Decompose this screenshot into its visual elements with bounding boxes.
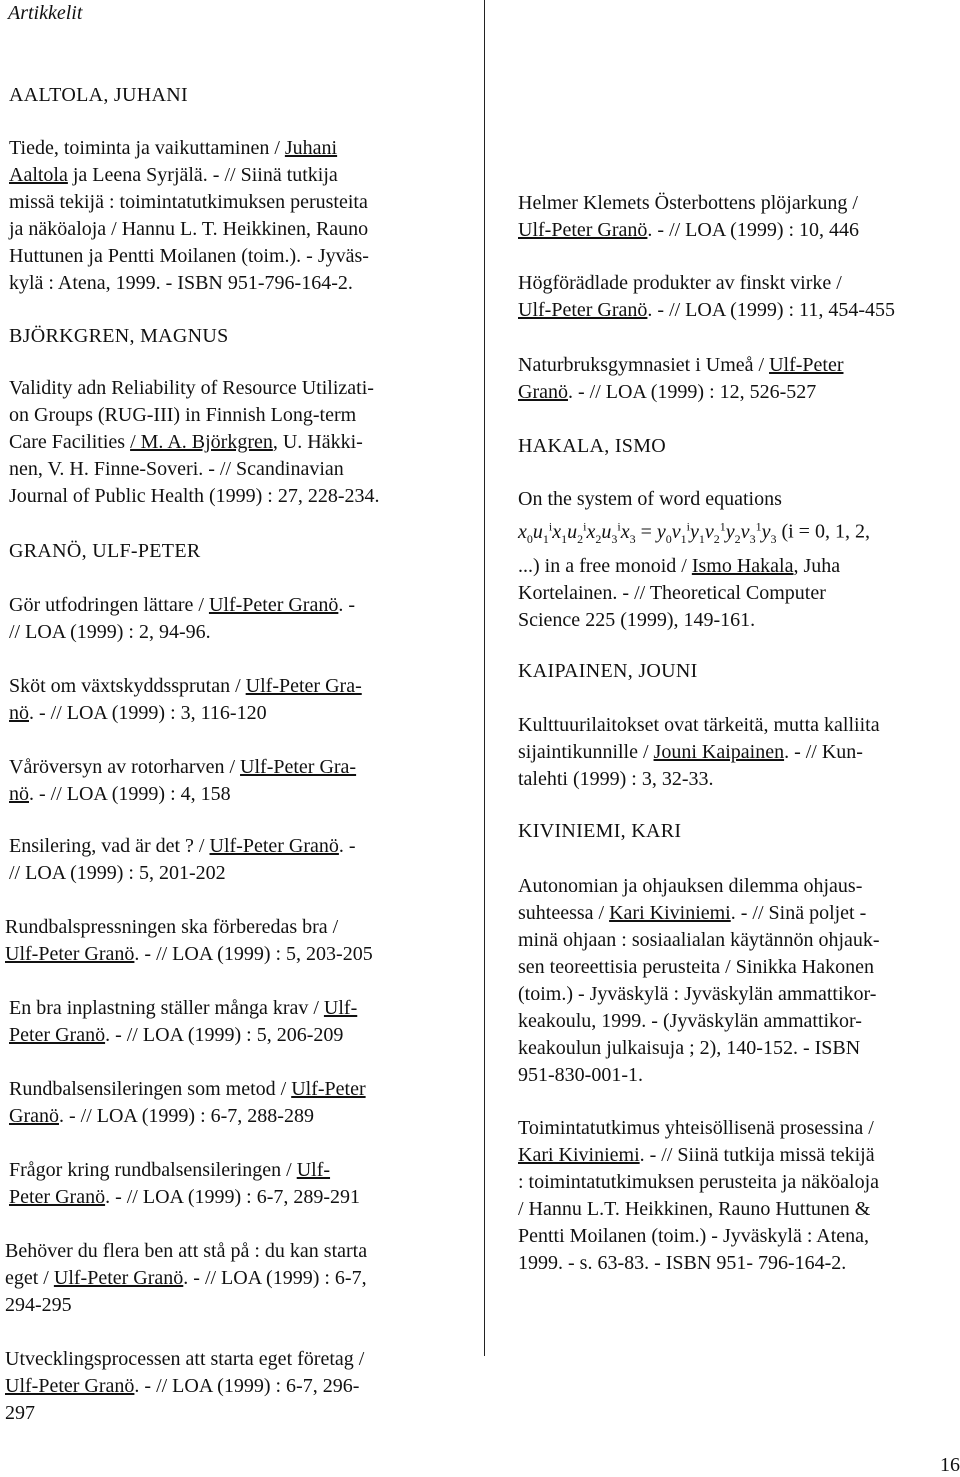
author-link[interactable]: Juhani bbox=[284, 137, 338, 159]
entry-grano-2: Sköt om växtskyddssprutan / Ulf-Peter Gra- nö. - // LOA (1999) : 3, 116-120 bbox=[9, 675, 362, 724]
entry-bjorkgren-1: Validity adn Reliability of Resource Utilizati- on Groups (RUG-III) in Finnish Long-term Care Facilities / M. A. Björkgren, U. Häkki- nen, V. H. Finne-Soveri. - // Scandinavian Journal of Public Health (1999) : 27, 228-234. bbox=[9, 377, 380, 507]
author-link[interactable]: Peter Granö bbox=[9, 1186, 106, 1208]
author-link[interactable]: nö bbox=[9, 702, 29, 724]
page-number: 16 bbox=[940, 1454, 960, 1476]
author-link[interactable]: Aaltola bbox=[9, 164, 68, 186]
author-link[interactable]: Kari Kiviniemi bbox=[609, 902, 731, 924]
entry-grano-5: Rundbalspressningen ska förberedas bra / Ulf-Peter Granö. - // LOA (1999) : 5, 203-205 bbox=[5, 916, 373, 965]
author-link[interactable]: Ulf-Peter Granö bbox=[208, 594, 339, 616]
author-link[interactable]: Ulf-Peter Gra- bbox=[240, 756, 357, 778]
entry-grano-10: Utvecklingsprocessen att starta eget företag / Ulf-Peter Granö. - // LOA (1999) : 6-7, 296- 297 bbox=[5, 1348, 365, 1424]
entry-grano-7: Rundbalsensileringen som metod / Ulf-Peter Granö. - // LOA (1999) : 6-7, 288-289 bbox=[9, 1078, 366, 1127]
word-equation: $x_0u_1^ix_1u_2^ix_2u_3^ix_3 = y_0v_1^iy_1v_2^1y_2v_3^1y_3$ bbox=[518, 519, 777, 546]
author-heading-grano: GRANÖ, ULF-PETER bbox=[9, 540, 201, 562]
entry-grano-6: En bra inplastning ställer många krav / Ulf- Peter Granö. - // LOA (1999) : 5, 206-209 bbox=[9, 997, 358, 1046]
entry-grano-8: Frågor kring rundbalsensileringen / Ulf- Peter Granö. - // LOA (1999) : 6-7, 289-291 bbox=[9, 1159, 361, 1208]
author-link[interactable]: Ulf-Peter Granö bbox=[5, 943, 135, 965]
entry-kiviniemi-2: Toimintatutkimus yhteisöllisenä prosessina / Kari Kiviniemi. - // Siinä tutkija missä tekijä : toimintatutkimuksen perusteita ja näköaloja / Hannu L.T. Heikkinen, Rauno Huttunen & Pentti Moilanen (toim.) - Jyväskylä : Atena, 1999. - s. 63-83. - ISBN 951- 796-164-2. bbox=[518, 1117, 880, 1274]
entry-grano-12: Högförädlade produkter av finskt virke / Ulf-Peter Granö. - // LOA (1999) : 11, 454-455 bbox=[518, 272, 895, 321]
author-link[interactable]: / M. A. Björkgren bbox=[130, 431, 273, 453]
entry-grano-4: Ensilering, vad är det ? / Ulf-Peter Granö. - // LOA (1999) : 5, 201-202 bbox=[9, 835, 356, 884]
author-link[interactable]: Ulf- bbox=[296, 1159, 331, 1181]
entry-hakala-1: On the system of word equations $x_0u_1^ix_1u_2^ix_2u_3^ix_3 = y_0v_1^iy_1v_2^1y_2v_3^1y_3$ (i = 0, 1, 2, ...) in a free monoid / Ismo Hakala, Juha Kortelainen. - // Theoretical Computer Science 225 (1999), 149-161. bbox=[518, 488, 870, 631]
author-heading-bjorkgren: BJÖRKGREN, MAGNUS bbox=[9, 325, 229, 347]
author-link[interactable]: Ismo Hakala bbox=[691, 554, 794, 577]
entry-kiviniemi-1: Autonomian ja ohjauksen dilemma ohjaus- suhteessa / Kari Kiviniemi. - // Sinä poljet - minä ohjaan : sosiaalialan käytännön ohjauk- sen teoreettisia perusteita / Sinikka Hakonen (toim.) - Jyväskylä : Jyväskylän ammattikor- keakoulu, 1999. - (Jyväskylän ammattikor- keakoulun julkaisuja ; 2), 140-152. - ISBN 951-830-001-1. bbox=[518, 875, 880, 1086]
author-link[interactable]: Ulf- bbox=[323, 997, 358, 1019]
entry-grano-9: Behöver du flera ben att stå på : du kan starta eget / Ulf-Peter Granö. - // LOA (1999) : 6-7, 294-295 bbox=[5, 1240, 368, 1316]
author-heading-kiviniemi: KIVINIEMI, KARI bbox=[518, 820, 682, 842]
entry-kaipainen-1: Kulttuurilaitokset ovat tärkeitä, mutta kalliita sijaintikunnille / Jouni Kaipainen. - // Kun- talehti (1999) : 3, 32-33. bbox=[518, 714, 880, 790]
entry-grano-13: Naturbruksgymnasiet i Umeå / Ulf-Peter Granö. - // LOA (1999) : 12, 526-527 bbox=[518, 354, 844, 403]
author-link[interactable]: nö bbox=[9, 783, 29, 805]
author-heading-aaltola: AALTOLA, JUHANI bbox=[9, 84, 188, 106]
author-link[interactable]: Ulf-Peter Gra- bbox=[245, 675, 362, 697]
author-link[interactable]: Peter Granö bbox=[9, 1024, 106, 1046]
column-divider bbox=[484, 0, 485, 1356]
author-link[interactable]: Ulf-Peter Granö bbox=[518, 219, 648, 241]
section-header: Artikkelit bbox=[8, 2, 83, 24]
author-link[interactable]: Ulf-Peter bbox=[769, 354, 844, 376]
author-link[interactable]: Kari Kiviniemi bbox=[518, 1144, 640, 1166]
author-link[interactable]: Ulf-Peter bbox=[291, 1078, 366, 1100]
author-heading-kaipainen: KAIPAINEN, JOUNI bbox=[518, 660, 698, 682]
author-link[interactable]: Ulf-Peter Granö bbox=[518, 299, 648, 321]
author-heading-hakala: HAKALA, ISMO bbox=[518, 435, 667, 457]
entry-grano-3: Våröversyn av rotorharven / Ulf-Peter Gra- nö. - // LOA (1999) : 4, 158 bbox=[9, 756, 357, 805]
entry-grano-11: Helmer Klemets Österbottens plöjarkung / Ulf-Peter Granö. - // LOA (1999) : 10, 446 bbox=[518, 192, 860, 241]
author-link[interactable]: Granö bbox=[518, 381, 568, 403]
entry-grano-1: Gör utfodringen lättare / Ulf-Peter Granö. - // LOA (1999) : 2, 94-96. bbox=[9, 594, 356, 643]
author-link[interactable]: Granö bbox=[9, 1105, 59, 1127]
author-link[interactable]: Jouni Kaipainen bbox=[653, 741, 785, 763]
author-link[interactable]: Ulf-Peter Granö bbox=[53, 1267, 184, 1289]
author-link[interactable]: Ulf-Peter Granö bbox=[5, 1375, 135, 1397]
author-link[interactable]: Ulf-Peter Granö bbox=[209, 835, 339, 857]
entry-aaltola-1: Tiede, toiminta ja vaikuttaminen / Juhani Aaltola ja Leena Syrjälä. - // Siinä tutkija missä tekijä : toimintatutkimuksen perusteita ja näköaloja / Hannu L. T. Heikkinen, Rauno Huttunen ja Pentti Moilanen (toim.). - Jyväs- kylä : Atena, 1999. - ISBN 951-796-164-2. bbox=[9, 137, 369, 294]
